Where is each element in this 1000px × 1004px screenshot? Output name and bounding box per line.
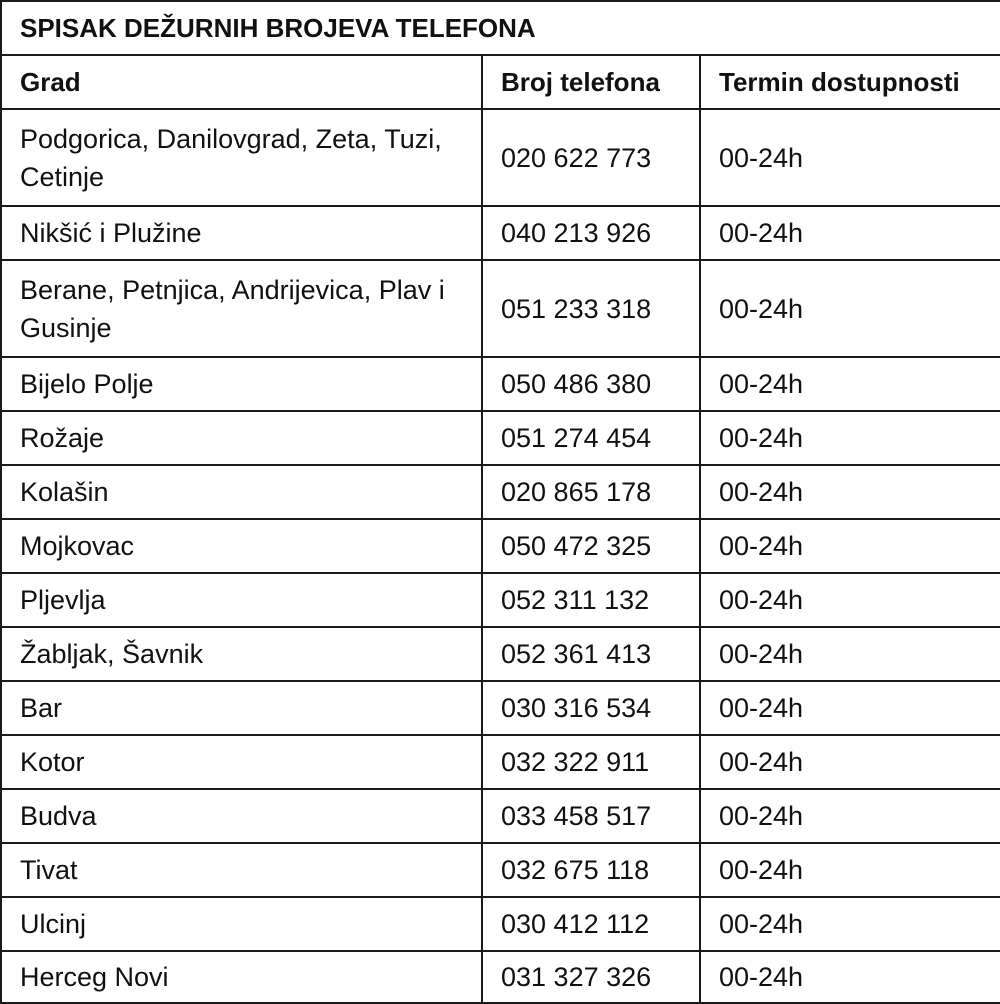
table-row bbox=[1, 843, 1000, 897]
column-header-city: Grad bbox=[1, 55, 482, 109]
phone-cell: 040 213 926 bbox=[482, 206, 700, 260]
city-cell: Berane, Petnjica, Andrijevica, Plav i Gusinje bbox=[1, 260, 482, 357]
hours-cell: 00-24h bbox=[700, 260, 1000, 357]
phone-cell: 020 865 178 bbox=[482, 465, 700, 519]
table-row bbox=[1, 789, 1000, 843]
table-title-row bbox=[1, 1, 1000, 55]
hours-cell: 00-24h bbox=[700, 519, 1000, 573]
city-cell: Herceg Novi bbox=[1, 951, 482, 1003]
table-row bbox=[1, 951, 1000, 1003]
city-cell: Tivat bbox=[1, 843, 482, 897]
table-row bbox=[1, 206, 1000, 260]
table-title: SPISAK DEŽURNIH BROJEVA TELEFONA bbox=[1, 1, 1000, 55]
table-row bbox=[1, 109, 1000, 206]
city-cell: Žabljak, Šavnik bbox=[1, 627, 482, 681]
table-row bbox=[1, 681, 1000, 735]
city-cell: Kotor bbox=[1, 735, 482, 789]
phone-cell: 051 233 318 bbox=[482, 260, 700, 357]
hours-cell: 00-24h bbox=[700, 789, 1000, 843]
phone-cell: 032 322 911 bbox=[482, 735, 700, 789]
city-cell: Budva bbox=[1, 789, 482, 843]
phone-cell: 052 311 132 bbox=[482, 573, 700, 627]
phone-cell: 032 675 118 bbox=[482, 843, 700, 897]
table-row bbox=[1, 627, 1000, 681]
hours-cell: 00-24h bbox=[700, 411, 1000, 465]
table-row bbox=[1, 260, 1000, 357]
city-cell: Bar bbox=[1, 681, 482, 735]
hours-cell: 00-24h bbox=[700, 573, 1000, 627]
hours-cell: 00-24h bbox=[700, 465, 1000, 519]
city-cell: Rožaje bbox=[1, 411, 482, 465]
phone-cell: 030 316 534 bbox=[482, 681, 700, 735]
hours-cell: 00-24h bbox=[700, 109, 1000, 206]
hours-cell: 00-24h bbox=[700, 206, 1000, 260]
table-row bbox=[1, 735, 1000, 789]
phone-cell: 051 274 454 bbox=[482, 411, 700, 465]
table-row bbox=[1, 357, 1000, 411]
city-cell: Mojkovac bbox=[1, 519, 482, 573]
city-cell: Pljevlja bbox=[1, 573, 482, 627]
city-cell: Kolašin bbox=[1, 465, 482, 519]
phone-cell: 052 361 413 bbox=[482, 627, 700, 681]
phone-cell: 033 458 517 bbox=[482, 789, 700, 843]
hours-cell: 00-24h bbox=[700, 681, 1000, 735]
table-row bbox=[1, 465, 1000, 519]
phone-cell: 030 412 112 bbox=[482, 897, 700, 951]
city-cell: Bijelo Polje bbox=[1, 357, 482, 411]
phone-cell: 050 472 325 bbox=[482, 519, 700, 573]
phone-cell: 020 622 773 bbox=[482, 109, 700, 206]
table-row bbox=[1, 519, 1000, 573]
table-row bbox=[1, 411, 1000, 465]
hours-cell: 00-24h bbox=[700, 897, 1000, 951]
table-row bbox=[1, 897, 1000, 951]
city-cell: Ulcinj bbox=[1, 897, 482, 951]
phone-cell: 050 486 380 bbox=[482, 357, 700, 411]
column-header-hours: Termin dostupnosti bbox=[700, 55, 1000, 109]
hours-cell: 00-24h bbox=[700, 357, 1000, 411]
phone-cell: 031 327 326 bbox=[482, 951, 700, 1003]
table-header-row bbox=[1, 55, 1000, 109]
hours-cell: 00-24h bbox=[700, 951, 1000, 1003]
hours-cell: 00-24h bbox=[700, 735, 1000, 789]
city-cell: Podgorica, Danilovgrad, Zeta, Tuzi, Cetinje bbox=[1, 109, 482, 206]
table-row bbox=[1, 573, 1000, 627]
hours-cell: 00-24h bbox=[700, 843, 1000, 897]
hours-cell: 00-24h bbox=[700, 627, 1000, 681]
column-header-phone: Broj telefona bbox=[482, 55, 700, 109]
city-cell: Nikšić i Plužine bbox=[1, 206, 482, 260]
